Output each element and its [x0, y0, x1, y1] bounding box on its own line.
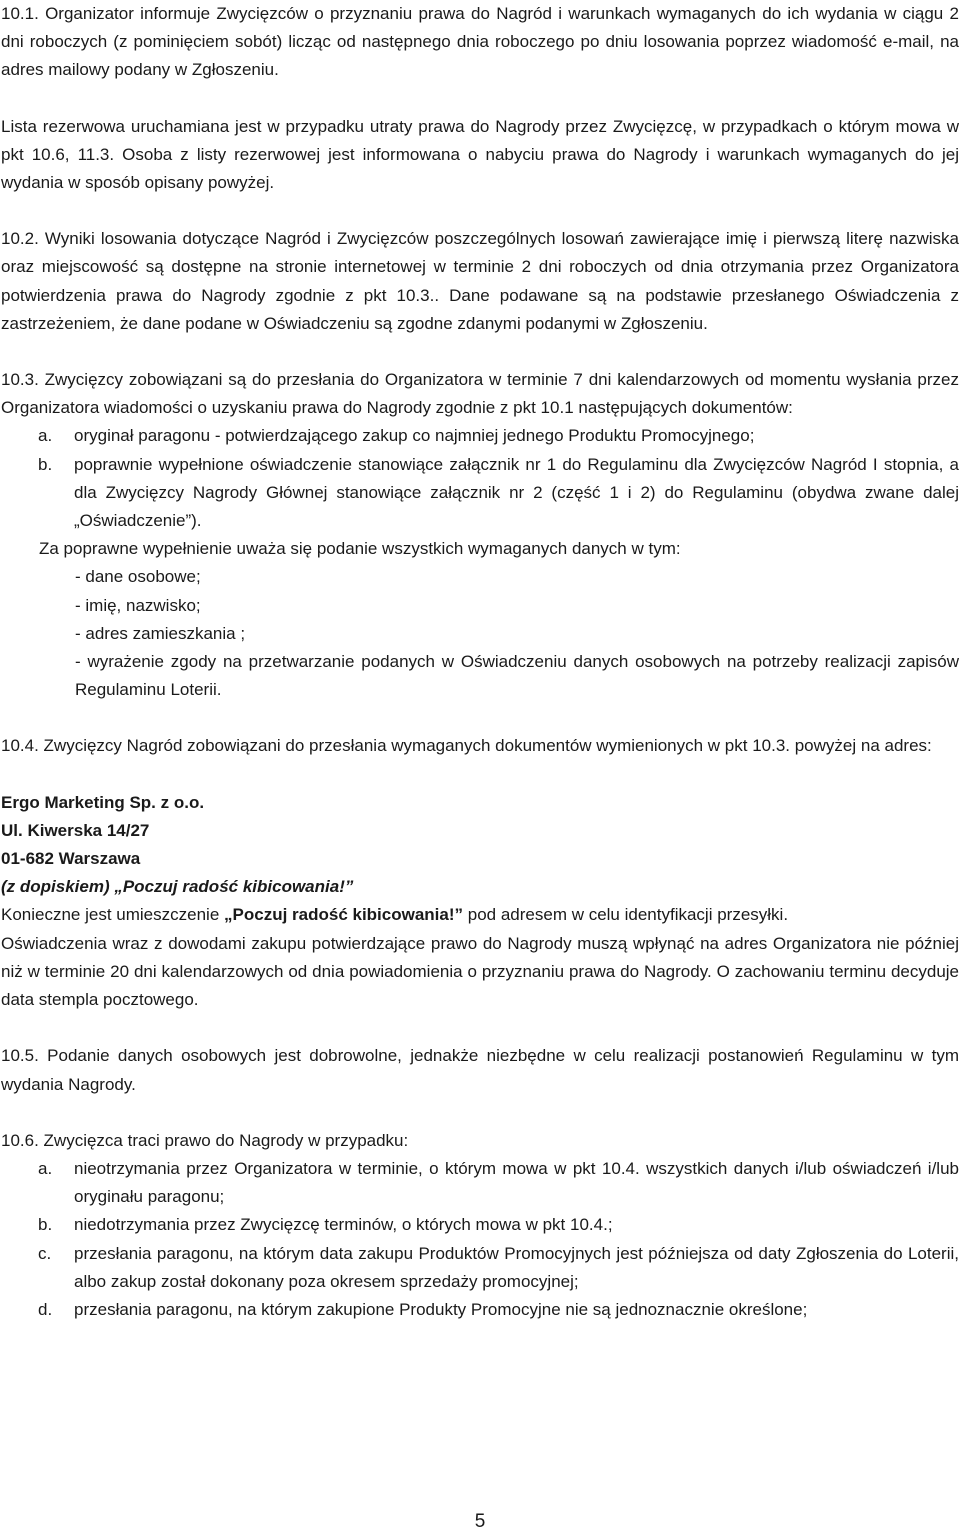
dash-item: - wyrażenie zgody na przetwarzanie podanych w Oświadczeniu danych osobowych na potrzeby realizacji zapisów Regulaminu Loterii. — [75, 652, 959, 700]
list-item-text: niedotrzymania przez Zwycięzcę terminów, o których mowa w pkt 10.4.; — [74, 1215, 613, 1235]
document-page — [1, 0, 959, 1324]
list-item — [1, 1240, 959, 1296]
paragraph-declarations: Oświadczenia wraz z dowodami zakupu potwierdzające prawo do Nagrody muszą wpłynąć na adres Organizatora nie później niż w terminie 20 dni kalendarzowych od dnia powiadomienia o przyznaniu prawa do Nagrody. O zachowaniu terminu decyduje data stempla pocztowego. — [1, 933, 959, 1010]
address-city: 01-682 Warszawa — [1, 849, 141, 869]
address-street: Ul. Kiwerska 14/27 — [1, 820, 150, 840]
paragraph-10-1: 10.1. Organizator informuje Zwycięzców o przyznaniu prawa do Nagród i warunkach wymaganych do ich wydania w ciągu 2 dni roboczych (z pominięciem sobót) licząc od następnego dnia roboczego po dniu losowania poprzez wiadomość e-mail, na adres mailowy podany w Zgłoszeniu. — [1, 4, 959, 80]
list-10-6 — [1, 1155, 959, 1324]
list-marker: b. — [38, 454, 53, 474]
address-company: Ergo Marketing Sp. z o.o. — [1, 792, 205, 812]
dash-list — [1, 563, 959, 704]
list-10-3 — [1, 422, 959, 535]
list-item — [1, 1211, 959, 1239]
paragraph-required-note — [1, 901, 959, 929]
list-item — [1, 1296, 959, 1324]
list-item-text: przesłania paragonu, na którym zakupione Produkty Promocyjne nie są jednoznacznie określone; — [74, 1299, 808, 1319]
list-item-text: oryginał paragonu - potwierdzającego zakup co najmniej jednego Produktu Promocyjnego; — [74, 426, 755, 446]
list-marker: c. — [38, 1243, 52, 1263]
paragraph-10-5: 10.5. Podanie danych osobowych jest dobrowolne, jednakże niezbędne w celu realizacji postanowień Regulaminu w tym wydania Nagrody. — [1, 1046, 959, 1094]
list-item — [1, 451, 959, 536]
paragraph-10-3: 10.3. Zwycięzcy zobowiązani są do przesłania do Organizatora w terminie 7 dni kalendarzowych od momentu wysłania przez Organizatora wiadomości o uzyskaniu prawa do Nagrody zgodnie z pkt 10.1 następujących dokumentów: — [1, 370, 959, 418]
list-marker: a. — [38, 1158, 53, 1178]
list-item-text: nieotrzymania przez Organizatora w terminie, o którym mowa w pkt 10.4. wszystkich danych i/lub oświadczeń i/lub oryginału paragonu; — [74, 1158, 959, 1207]
required-text-slogan: „Poczuj radość kibicowania!” — [224, 905, 464, 925]
list-item — [1, 1155, 959, 1211]
paragraph-10-6: 10.6. Zwycięzca traci prawo do Nagrody w przypadku: — [1, 1130, 409, 1150]
paragraph-filled-definition: Za poprawne wypełnienie uważa się podanie wszystkich wymaganych danych w tym: — [39, 539, 681, 559]
paragraph-10-4: 10.4. Zwycięzcy Nagród zobowiązani do przesłania wymaganych dokumentów wymienionych w pkt 10.3. powyżej na adres: — [1, 736, 932, 756]
paragraph-reserve-list: Lista rezerwowa uruchamiana jest w przypadku utraty prawa do Nagrody przez Zwycięzcę, w przypadkach o którym mowa w pkt 10.6, 11.3. Osoba z listy rezerwowej jest informowana o nabyciu prawa do Nagrody i warunkach wymaganych do jej wydania w sposób opisany powyżej. — [1, 116, 959, 193]
dash-item: - dane osobowe; — [75, 567, 201, 587]
paragraph-10-2: 10.2. Wyniki losowania dotyczące Nagród i Zwycięzców poszczególnych losowań zawierające imię i pierwszą literę nazwiska oraz miejscowość są dostępne na stronie internetowej w terminie 2 dni roboczych od dnia otrzymania przez Organizatora potwierdzenia prawa do Nagrody zgodnie z pkt 10.3.. Dane podawane są na podstawie przesłanego Oświadczenia z zastrzeżeniem, że dane podane w Oświadczeniu są zgodne zdanymi podanymi w Zgłoszeniu. — [1, 229, 959, 333]
list-marker: b. — [38, 1215, 53, 1235]
list-item — [1, 422, 959, 450]
dash-item: - adres zamieszkania ; — [75, 623, 246, 643]
required-text-before: Konieczne jest umieszczenie — [1, 905, 225, 925]
list-item-text: przesłania paragonu, na którym data zakupu Produktów Promocyjnych jest późniejsza od daty Zgłoszenia do Loterii, albo zakup został dokonany poza okresem sprzedaży promocyjnej; — [74, 1243, 959, 1291]
required-text-after: pod adresem w celu identyfikacji przesyłki. — [463, 905, 789, 925]
dash-item: - imię, nazwisko; — [75, 595, 201, 615]
page-number: 5 — [474, 1511, 486, 1532]
list-item-text: poprawnie wypełnione oświadczenie stanowiące załącznik nr 1 do Regulaminu dla Zwycięzców Nagród I stopnia, a dla Zwycięzcy Nagrody Głównej stanowiące załącznik nr 2 (część 1 i 2) do Regulaminu (obydwa zwane dalej „Oświadczenie”). — [74, 454, 959, 531]
list-marker: d. — [38, 1299, 53, 1319]
list-marker: a. — [38, 426, 53, 446]
mailing-address — [1, 789, 959, 902]
address-note: (z dopiskiem) „Poczuj radość kibicowania!” — [1, 877, 354, 897]
